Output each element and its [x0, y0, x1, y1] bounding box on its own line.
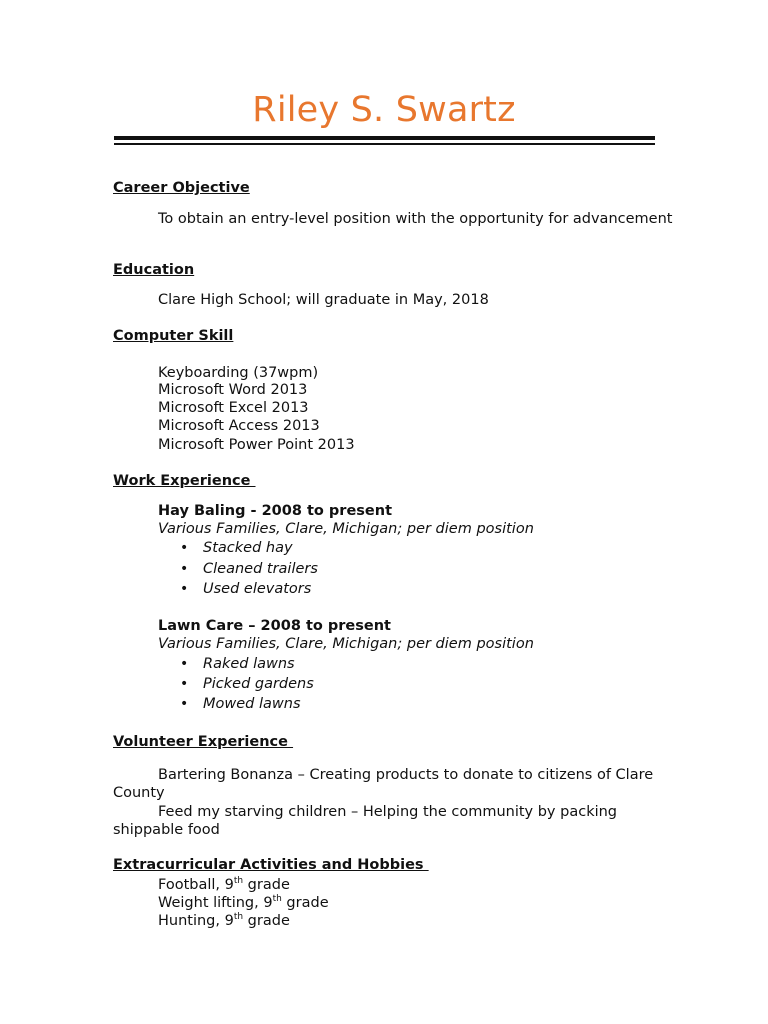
resume-name: Riley S. Swartz — [252, 90, 516, 130]
computer-skill-item: Microsoft Excel 2013 — [158, 400, 309, 416]
job-bullet: Stacked hay — [203, 540, 293, 556]
career-text: To obtain an entry-level position with the opportunity for advancement — [158, 211, 673, 227]
computer-skill-item: Microsoft Power Point 2013 — [158, 437, 355, 453]
job-title: Lawn Care – 2008 to present — [158, 618, 391, 634]
job-bullet: Used elevators — [203, 581, 312, 597]
job-bullet: Mowed lawns — [203, 696, 301, 712]
title-rule-thin — [114, 143, 655, 145]
volunteer-item: Feed my starving children – Helping the community by packing shippable food — [113, 804, 618, 838]
volunteer-item: Bartering Bonanza – Creating products to donate to citizens of Clare County — [113, 767, 654, 801]
job-bullet: Cleaned trailers — [203, 561, 318, 577]
bullet-icon: • — [180, 540, 189, 556]
work-heading: Work Experience — [113, 473, 256, 489]
education-text: Clare High School; will graduate in May, 2018 — [158, 292, 489, 308]
bullet-icon: • — [180, 561, 189, 577]
computer-skill-item: Microsoft Word 2013 — [158, 382, 308, 398]
computer-heading: Computer Skill — [113, 328, 234, 344]
bullet-icon: • — [180, 656, 189, 672]
activity-item: Weight lifting, 9th grade — [158, 894, 329, 911]
job-subtitle: Various Families, Clare, Michigan; per diem position — [158, 636, 534, 652]
bullet-icon: • — [180, 696, 189, 712]
title-rule-thick — [114, 136, 655, 140]
activities-heading: Extracurricular Activities and Hobbies — [113, 857, 429, 873]
career-heading: Career Objective — [113, 180, 250, 196]
activity-item: Football, 9th grade — [158, 876, 290, 893]
job-subtitle: Various Families, Clare, Michigan; per diem position — [158, 521, 534, 537]
volunteer-heading: Volunteer Experience — [113, 734, 294, 750]
activity-item: Hunting, 9th grade — [158, 912, 290, 929]
job-bullet: Picked gardens — [203, 676, 314, 692]
computer-skill-item: Keyboarding (37wpm) — [158, 365, 319, 381]
bullet-icon: • — [180, 676, 189, 692]
job-title: Hay Baling - 2008 to present — [158, 503, 392, 519]
education-heading: Education — [113, 262, 195, 278]
computer-skill-item: Microsoft Access 2013 — [158, 418, 320, 434]
bullet-icon: • — [180, 581, 189, 597]
job-bullet: Raked lawns — [203, 656, 295, 672]
